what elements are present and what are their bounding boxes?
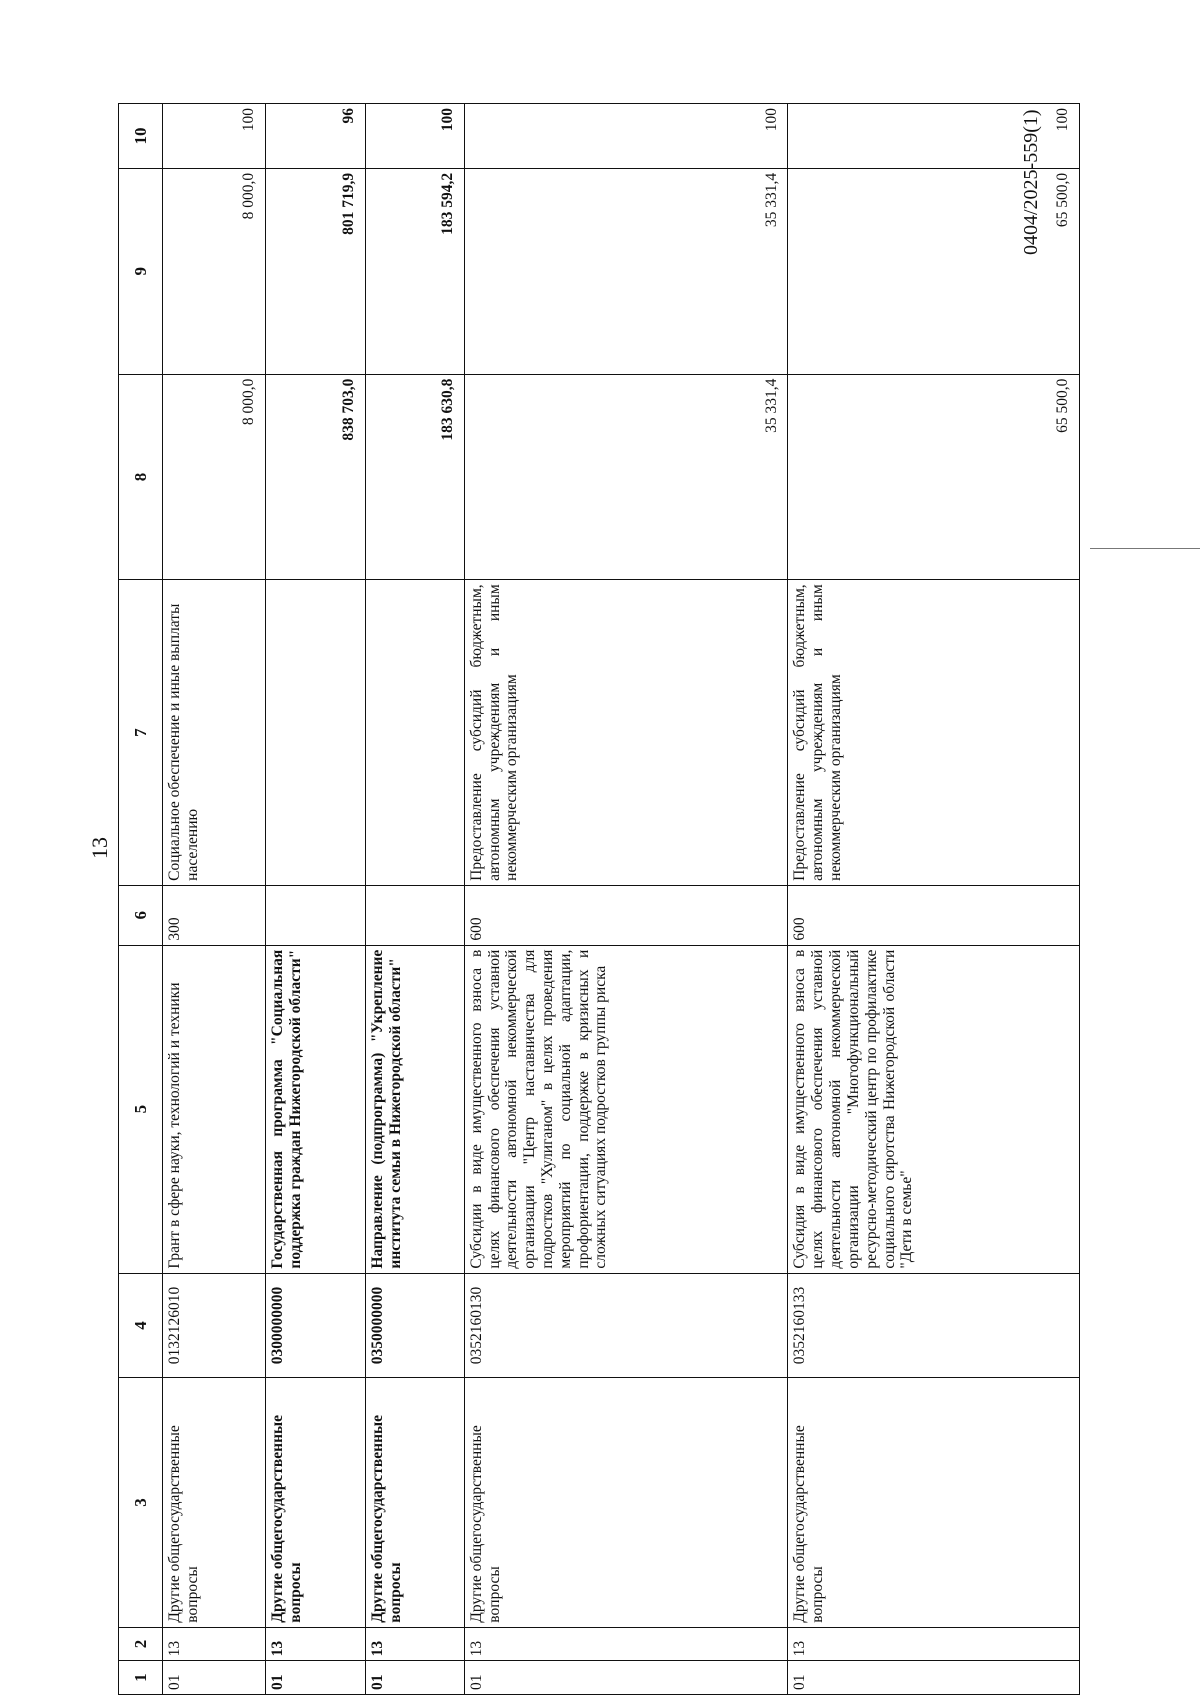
planned-amount: 838 703,0: [265, 374, 366, 580]
section-name: Другие общегосударственные вопросы: [366, 1378, 465, 1627]
subsection-code: 13: [366, 1627, 465, 1661]
col-header: 9: [119, 168, 163, 374]
expense-type-name: [265, 580, 366, 885]
margin-line: [1090, 548, 1200, 549]
col-header: 5: [119, 945, 163, 1273]
expense-type-code: 300: [163, 885, 266, 945]
section-code: 01: [163, 1661, 266, 1695]
header-row: [119, 104, 163, 1695]
page-number: 13: [87, 837, 112, 859]
table-row: [788, 104, 1080, 1695]
planned-amount: 65 500,0: [788, 374, 1080, 580]
table-row: [366, 104, 465, 1695]
col-header: 10: [119, 104, 163, 169]
article-name: Грант в сфере науки, технологий и техники: [163, 945, 266, 1273]
col-header: 8: [119, 374, 163, 580]
expense-type-code: [265, 885, 366, 945]
col-header: 3: [119, 1378, 163, 1627]
section-code: 01: [464, 1661, 788, 1695]
expense-type-code: [366, 885, 465, 945]
article-name: Субсидия в виде имущественного взноса в целях финансового обеспечения уставной деятельности автономной некоммерческой организации "Многофункциональный ресурсно-методический центр по профилактике социального сиротства Нижегородской области "Дети в семье": [788, 945, 1080, 1273]
planned-amount: 183 630,8: [366, 374, 465, 580]
expense-type-name: [366, 580, 465, 885]
budget-table-frame: [118, 103, 1080, 1695]
section-code: 01: [366, 1661, 465, 1695]
subsection-code: 13: [265, 1627, 366, 1661]
actual-amount: 35 331,4: [464, 168, 788, 374]
target-article-code: 0132126010: [163, 1273, 266, 1378]
section-name: Другие общегосударственные вопросы: [788, 1378, 1080, 1627]
planned-amount: 35 331,4: [464, 374, 788, 580]
actual-amount: 65 500,0: [788, 168, 1080, 374]
execution-percent: 100: [788, 104, 1080, 169]
subsection-code: 13: [163, 1627, 266, 1661]
execution-percent: 100: [366, 104, 465, 169]
section-name: Другие общегосударственные вопросы: [265, 1378, 366, 1627]
col-header: 6: [119, 885, 163, 945]
target-article-code: 0350000000: [366, 1273, 465, 1378]
execution-percent: 96: [265, 104, 366, 169]
expense-type-name: Предоставление субсидий бюджетным, автономным учреждениям и иным некоммерческим организациям: [464, 580, 788, 885]
target-article-code: 0352160130: [464, 1273, 788, 1378]
actual-amount: 8 000,0: [163, 168, 266, 374]
article-name: Государственная программа "Социальная поддержка граждан Нижегородской области": [265, 945, 366, 1273]
target-article-code: 0300000000: [265, 1273, 366, 1378]
subsection-code: 13: [464, 1627, 788, 1661]
actual-amount: 801 719,9: [265, 168, 366, 374]
expense-type-code: 600: [788, 885, 1080, 945]
article-name: Направление (подпрограмма) "Укрепление института семьи в Нижегородской области": [366, 945, 465, 1273]
planned-amount: 8 000,0: [163, 374, 266, 580]
table-row: [265, 104, 366, 1695]
table-row: [163, 104, 266, 1695]
expense-type-name: Социальное обеспечение и иные выплаты населению: [163, 580, 266, 885]
execution-percent: 100: [464, 104, 788, 169]
col-header: 7: [119, 580, 163, 885]
col-header: 2: [119, 1627, 163, 1661]
article-name: Субсидии в виде имущественного взноса в целях финансового обеспечения уставной деятельности автономной некоммерческой организации "Центр наставничества для подростков "Хулиганом" в целях проведения мероприятий по социальной адаптации, профориентации, поддержке в кризисных и сложных ситуациях подростков группы риска: [464, 945, 788, 1273]
document-code: 0404/2025-559(1): [1020, 109, 1042, 255]
section-name: Другие общегосударственные вопросы: [163, 1378, 266, 1627]
expense-type-code: 600: [464, 885, 788, 945]
subsection-code: 13: [788, 1627, 1080, 1661]
actual-amount: 183 594,2: [366, 168, 465, 374]
budget-table: [118, 103, 1080, 1695]
section-code: 01: [265, 1661, 366, 1695]
col-header: 4: [119, 1273, 163, 1378]
target-article-code: 0352160133: [788, 1273, 1080, 1378]
section-name: Другие общегосударственные вопросы: [464, 1378, 788, 1627]
section-code: 01: [788, 1661, 1080, 1695]
expense-type-name: Предоставление субсидий бюджетным, автономным учреждениям и иным некоммерческим организациям: [788, 580, 1080, 885]
execution-percent: 100: [163, 104, 266, 169]
table-row: [464, 104, 788, 1695]
col-header: 1: [119, 1661, 163, 1695]
